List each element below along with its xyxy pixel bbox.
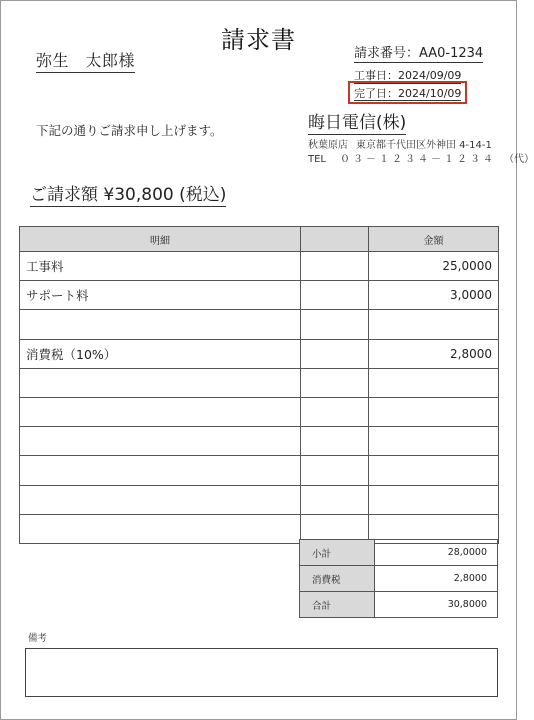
table-row <box>20 427 499 456</box>
qty-cell <box>301 485 369 514</box>
amount-cell <box>369 397 499 426</box>
amount-cell <box>369 427 499 456</box>
document-title: 請求書 <box>221 26 296 54</box>
header-description: 明細 <box>20 227 301 252</box>
item-cell <box>20 456 301 485</box>
amount-cell: 3,0000 <box>369 281 499 310</box>
item-cell: 工事料 <box>20 252 301 281</box>
invoice-number: 請求番号：AA0-1234 <box>354 42 483 63</box>
item-cell: サポート料 <box>20 281 301 310</box>
amount-cell <box>369 368 499 397</box>
item-cell <box>20 514 301 543</box>
completion-date: 完了日：2024/10/09 <box>354 87 462 100</box>
summary-label: 消費税 <box>300 566 375 592</box>
greeting-text: 下記の通りご請求申し上げます。 <box>36 123 223 138</box>
issuer-address: 東京都千代田区外神田 4-14-1 <box>356 140 492 151</box>
table-row <box>20 456 499 485</box>
qty-cell <box>301 310 369 339</box>
issuer-branch: 秋葉原店 <box>308 140 348 151</box>
table-row <box>20 339 499 368</box>
item-cell: 消費税（10%） <box>20 339 301 368</box>
qty-cell <box>301 339 369 368</box>
summary-row-subtotal <box>300 540 498 566</box>
tel-note: （代） <box>504 154 534 165</box>
summary-value: 28,0000 <box>375 540 498 566</box>
line-items-table <box>19 226 499 544</box>
summary-row-tax <box>300 566 498 592</box>
qty-cell <box>301 427 369 456</box>
tel-label: TEL <box>308 154 326 165</box>
table-row <box>20 397 499 426</box>
item-cell <box>20 427 301 456</box>
table-row <box>20 310 499 339</box>
table-row <box>20 485 499 514</box>
table-header-row <box>20 227 499 252</box>
header-blank <box>301 227 369 252</box>
table-row <box>20 281 499 310</box>
tel-number: ０３－１２３４－１２３４ <box>340 154 496 165</box>
summary-table <box>299 539 498 618</box>
issuer-tel-line <box>308 150 534 165</box>
remarks-label: 備考 <box>28 633 48 644</box>
summary-label: 小計 <box>300 540 375 566</box>
header-amount: 金額 <box>369 227 499 252</box>
item-cell <box>20 397 301 426</box>
amount-cell: 2,8000 <box>369 339 499 368</box>
table-row <box>20 252 499 281</box>
summary-value: 30,8000 <box>375 592 498 618</box>
issuer-company: 晦日電信(株) <box>308 108 406 135</box>
completion-date-highlight <box>348 81 467 104</box>
amount-cell: 25,0000 <box>369 252 499 281</box>
issuer-branch-line <box>308 136 492 151</box>
remarks-box <box>25 648 498 697</box>
amount-cell <box>369 310 499 339</box>
item-cell <box>20 485 301 514</box>
total-amount: ご請求額 ¥30,800 (税込) <box>30 180 226 207</box>
summary-value: 2,8000 <box>375 566 498 592</box>
summary-label: 合計 <box>300 592 375 618</box>
qty-cell <box>301 397 369 426</box>
item-cell <box>20 368 301 397</box>
summary-row-total <box>300 592 498 618</box>
qty-cell <box>301 368 369 397</box>
work-date: 工事日：2024/09/09 <box>354 69 462 82</box>
qty-cell <box>301 252 369 281</box>
amount-cell <box>369 485 499 514</box>
recipient-name: 弥生 太郎様 <box>36 48 135 73</box>
qty-cell <box>301 281 369 310</box>
qty-cell <box>301 456 369 485</box>
amount-cell <box>369 456 499 485</box>
item-cell <box>20 310 301 339</box>
table-row <box>20 368 499 397</box>
